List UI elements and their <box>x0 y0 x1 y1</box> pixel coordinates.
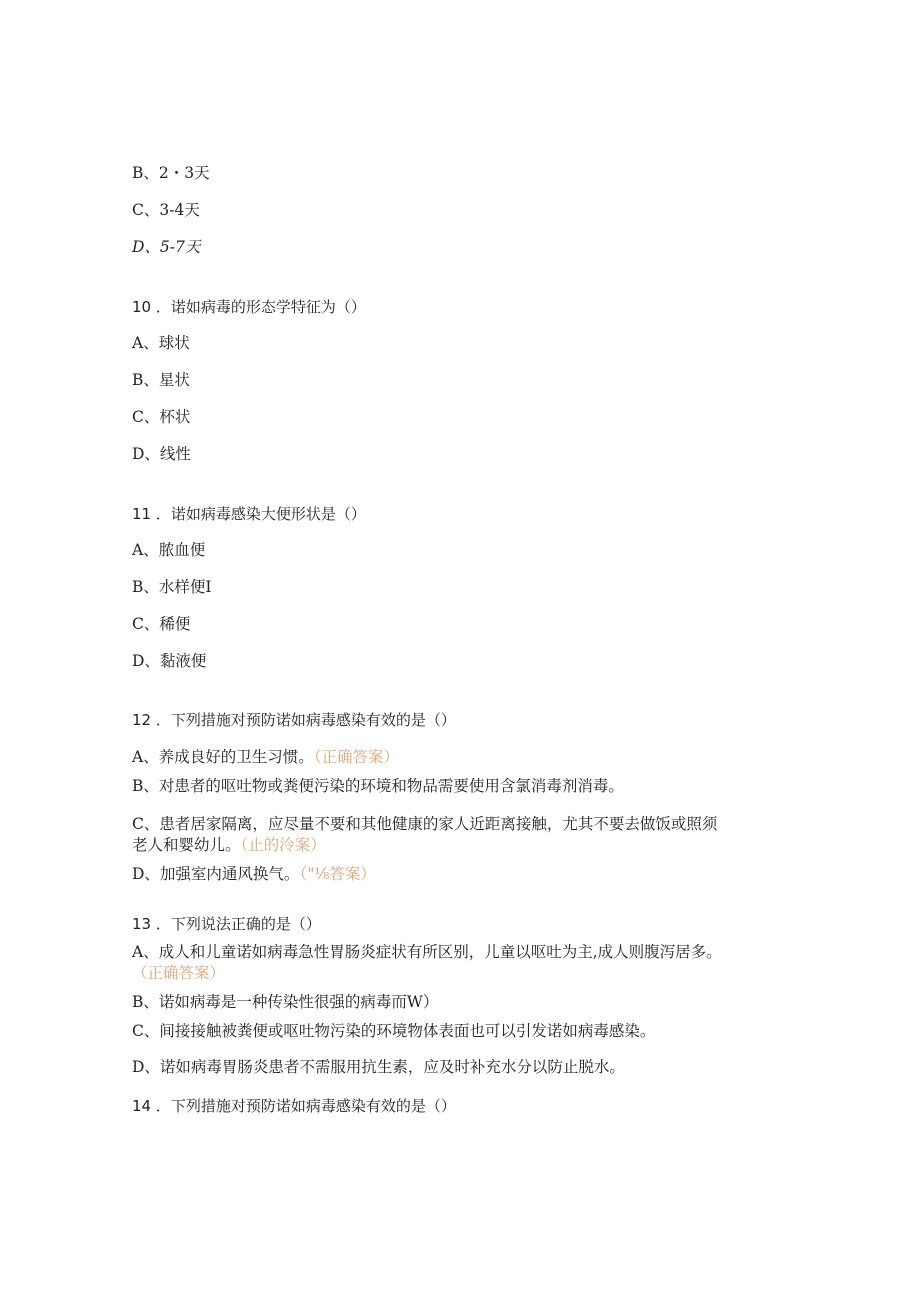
q11-option-b: B、水样便I <box>132 578 212 596</box>
q12-option-d-text: D、加强室内通风换气。 <box>132 865 300 883</box>
q13-option-d: D、诺如病毒胃肠炎患者不需服用抗生素，应及时补充水分以防止脱水。 <box>132 1058 625 1076</box>
correct-answer-mark: （"⅛答案） <box>299 865 376 883</box>
q9-option-c: C、3-4天 <box>132 201 200 219</box>
correct-answer-mark: （正确答案） <box>132 964 226 982</box>
q12-option-c-line1: C、患者居家隔离，应尽量不要和其他健康的家人近距离接触，尤其不要去做饭或照须 <box>132 815 718 833</box>
correct-answer-mark: （正确答案） <box>313 748 399 766</box>
q12-option-a-text: A、养成良好的卫生习惯。 <box>132 748 314 766</box>
q9-option-d: D、5-7天 <box>132 238 201 256</box>
q10-option-b: B、星状 <box>132 371 190 389</box>
q11-question: 11 ．诺如病毒感染大便形状是（） <box>132 505 366 523</box>
q13-option-a-line1: A、成人和儿童诺如病毒急性胃肠炎症状有所区别，儿童以呕吐为主,成人则腹泻居多。 <box>132 943 722 961</box>
correct-answer-mark: （止的泠案） <box>240 836 326 854</box>
q11-option-c: C、稀便 <box>132 615 191 633</box>
q9-option-b: B、2・3天 <box>132 164 210 182</box>
q13-option-c: C、间接接触被粪便或呕吐物污染的环境物体表面也可以引发诺如病毒感染。 <box>132 1022 656 1040</box>
q12-option-d <box>132 863 376 885</box>
q10-question: 10 ．诺如病毒的形态学特征为（） <box>132 298 366 316</box>
q10-option-a: A、球状 <box>132 334 190 352</box>
q12-option-c-line2 <box>132 834 326 856</box>
q12-option-b: B、对患者的呕吐物或粪便污染的环境和物品需要使用含氯消毒剂消毒。 <box>132 777 624 795</box>
q13-question: 13 ．下列说法正确的是（） <box>132 915 321 933</box>
q11-option-a: A、脓血便 <box>132 541 206 559</box>
q13-option-b: B、诺如病毒是一种传染性很强的病毒而W） <box>132 993 439 1011</box>
q10-option-c: C、杯状 <box>132 408 191 426</box>
q11-option-d: D、黏液便 <box>132 652 207 670</box>
q14-question: 14 ．下列措施对预防诺如病毒感染有效的是（） <box>132 1097 456 1115</box>
q10-option-d: D、线性 <box>132 445 191 463</box>
q12-question: 12 ．下列措施对预防诺如病毒感染有效的是（） <box>132 711 456 729</box>
q12-option-c-text: 老人和婴幼儿。 <box>132 836 241 854</box>
q12-option-a <box>132 746 399 768</box>
